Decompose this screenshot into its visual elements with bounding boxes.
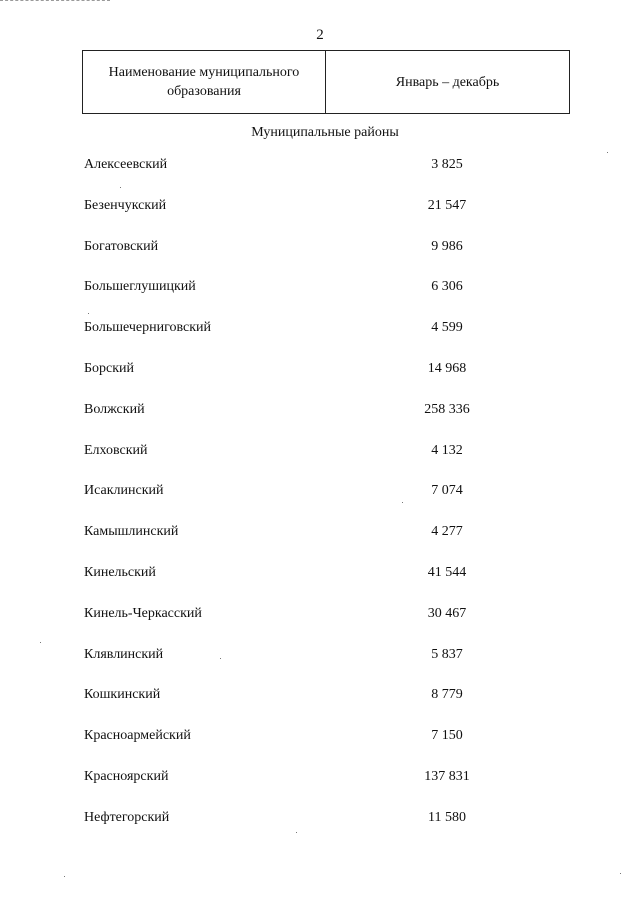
page-number: 2: [316, 27, 324, 43]
scan-speck: [120, 187, 121, 188]
scan-speck: [88, 313, 89, 314]
row-name: Кошкинский: [84, 687, 161, 703]
section-title: Муниципальные районы: [251, 125, 399, 140]
scan-speck: [296, 832, 297, 833]
table-row: [0, 402, 640, 422]
row-value: 21 547: [427, 197, 467, 213]
row-name: Кинель-Черкасский: [84, 605, 202, 621]
row-name: Красноармейский: [84, 728, 191, 744]
row-value: 30 467: [427, 605, 467, 621]
row-value: 258 336: [424, 401, 470, 417]
table-row: [0, 320, 640, 340]
row-value: 137 831: [424, 769, 470, 784]
scan-speck: [220, 658, 221, 659]
row-name: Большечерниговский: [84, 320, 212, 336]
table-row: [0, 647, 640, 667]
row-name: Нефтегорский: [84, 809, 170, 825]
scan-speck: [620, 873, 621, 874]
table-row: [0, 361, 640, 381]
row-name: Кинельский: [84, 565, 156, 580]
table-row: [0, 728, 640, 748]
row-name: Волжский: [84, 401, 145, 417]
row-value: 7 150: [431, 728, 463, 744]
table-row: [0, 687, 640, 707]
row-name: Богатовский: [84, 238, 159, 254]
header-column-period: Январь – декабрь: [395, 74, 500, 90]
row-value: 8 779: [431, 687, 463, 703]
row-value: 4 132: [431, 442, 463, 458]
table-row: [0, 239, 640, 259]
header-column-name: Наименование муниципального образования: [83, 51, 326, 113]
table-row: [0, 157, 640, 177]
scan-speck: [64, 876, 65, 877]
row-value: 41 544: [427, 565, 467, 580]
row-name: Борский: [84, 361, 135, 376]
row-value: 14 968: [427, 361, 467, 376]
table-row: [0, 443, 640, 463]
row-value: 6 306: [431, 279, 463, 295]
row-value: 9 986: [431, 238, 463, 254]
row-name: Елховский: [84, 442, 148, 458]
row-value: 3 825: [431, 157, 463, 172]
row-value: 11 580: [428, 809, 466, 825]
scan-speck: [40, 642, 41, 643]
table-header: [82, 50, 570, 114]
row-value: 4 277: [431, 524, 463, 540]
scan-speck: [402, 502, 403, 503]
row-name: Камышлинский: [84, 524, 179, 540]
table-row: [0, 810, 640, 830]
row-name: Алексеевский: [84, 157, 168, 172]
table-row: [0, 524, 640, 544]
table-row: [0, 769, 640, 789]
row-value: 4 599: [431, 320, 463, 336]
scan-edge-mark: [0, 0, 110, 1]
row-value: 7 074: [431, 483, 463, 499]
table-row: [0, 606, 640, 626]
row-value: 5 837: [431, 646, 463, 662]
row-name: Безенчукский: [84, 197, 167, 213]
table-row: [0, 198, 640, 218]
row-name: Клявлинский: [84, 646, 164, 662]
table-row: [0, 483, 640, 503]
table-row: [0, 565, 640, 585]
row-name: Большеглушицкий: [84, 279, 196, 295]
row-name: Красноярский: [84, 769, 169, 784]
scan-speck: [607, 152, 608, 153]
table-row: [0, 279, 640, 299]
row-name: Исаклинский: [84, 483, 164, 499]
